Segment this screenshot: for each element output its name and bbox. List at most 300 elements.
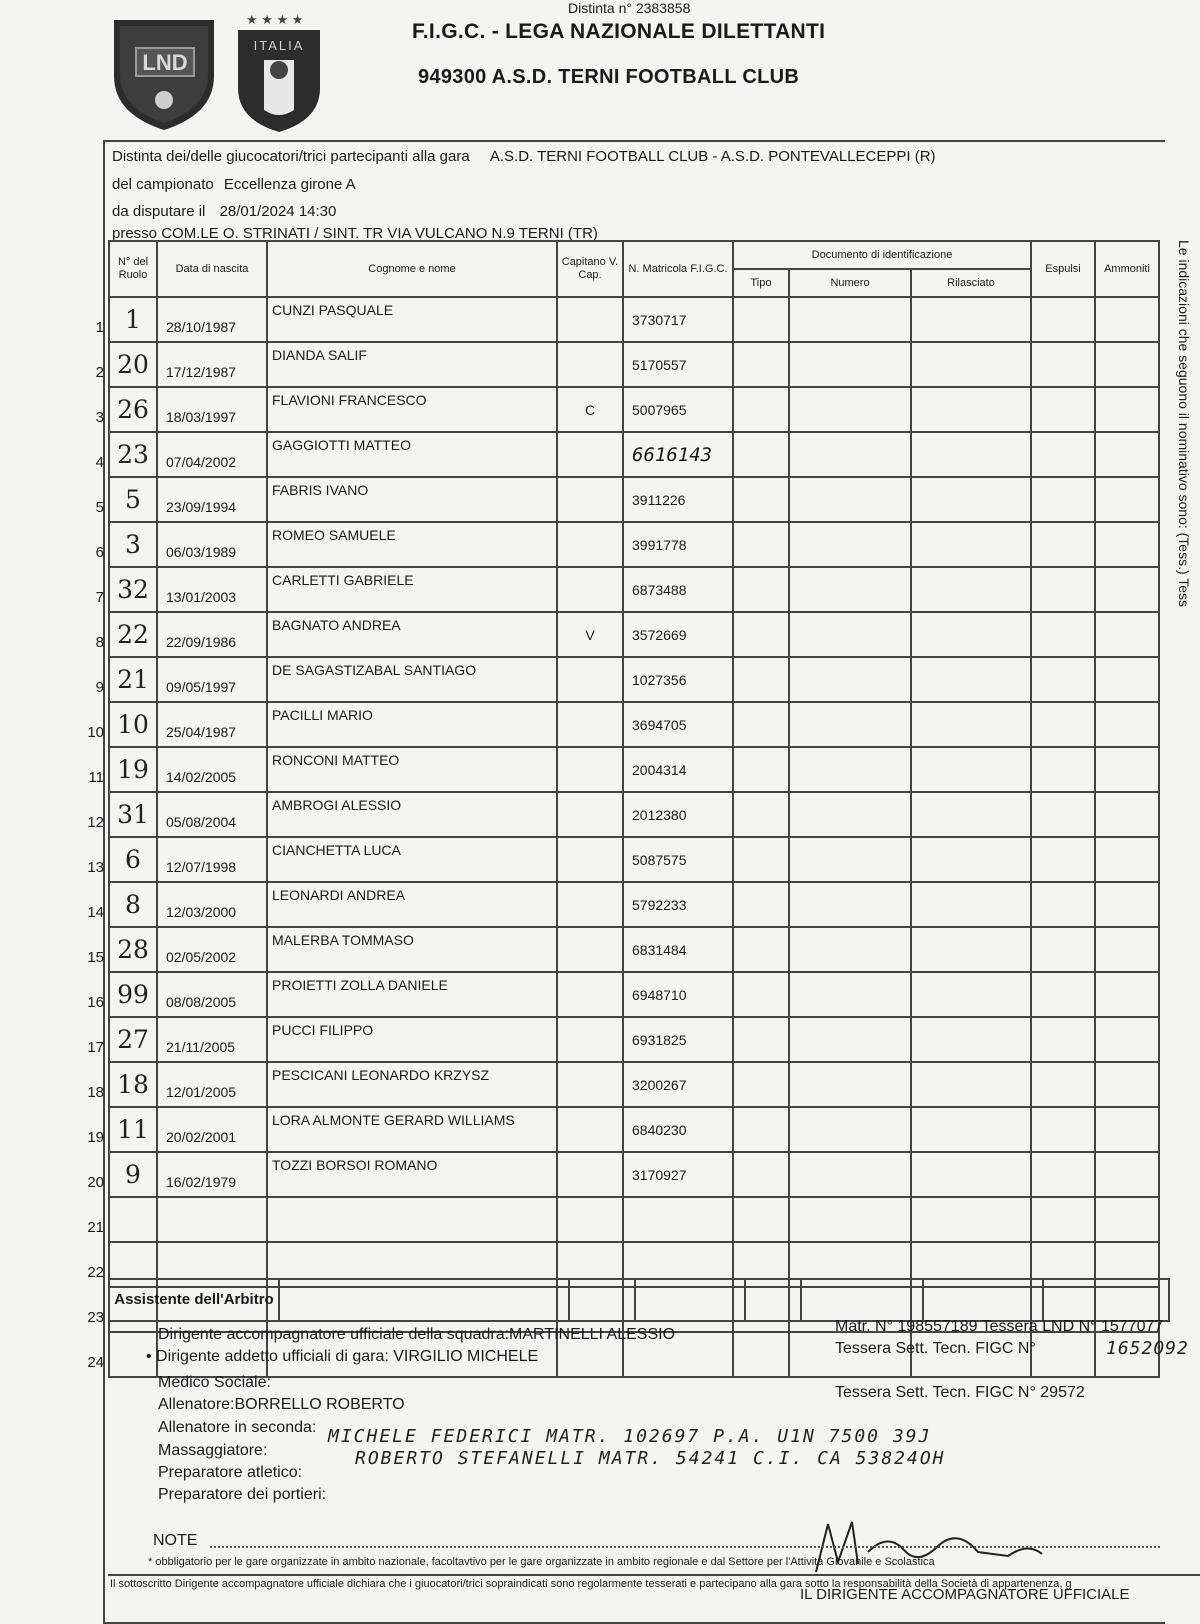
- doc-rilasciato: [911, 522, 1031, 567]
- player-name: PROIETTI ZOLLA DANIELE: [267, 972, 557, 1017]
- birth-date: 21/11/2005: [157, 1017, 267, 1062]
- doc-tipo: [733, 387, 789, 432]
- ammoniti-cell: [1095, 1017, 1159, 1062]
- doc-tipo: [733, 657, 789, 702]
- birth-date: 05/08/2004: [157, 792, 267, 837]
- espulsi-cell: [1031, 297, 1095, 342]
- player-row: [109, 567, 1159, 612]
- doc-rilasciato: [911, 567, 1031, 612]
- player-row: [109, 882, 1159, 927]
- header-documento: Documento di identificazione: [733, 241, 1031, 269]
- championship-value: Eccellenza girone A: [223, 176, 356, 193]
- doc-numero: [789, 297, 911, 342]
- doc-numero: [789, 432, 911, 477]
- player-name: [267, 1197, 557, 1242]
- declaration-text: Il sottoscritto Dirigente accompagnatore ufficiale dichiara che i giuocatori/trici sopraindicati sono regolarmente tesserati e partecipano alla gara sotto la responsabilità della Società di appartenenza, g: [110, 1578, 1072, 1590]
- player-row: [109, 297, 1159, 342]
- player-row: [109, 747, 1159, 792]
- prep-atletico-handwritten: ROBERTO STEFANELLI MATR. 54241 C.I. CA 53824OH: [355, 1448, 946, 1469]
- player-row: [109, 972, 1159, 1017]
- row-number: 12: [87, 814, 104, 831]
- doc-rilasciato: [911, 387, 1031, 432]
- doc-numero: [789, 792, 911, 837]
- staff-allenatore: Allenatore:BORRELLO ROBERTO: [158, 1396, 405, 1413]
- doc-rilasciato: [911, 657, 1031, 702]
- organization-title: F.I.G.C. - LEGA NAZIONALE DILETTANTI: [412, 20, 826, 43]
- ammoniti-cell: [1095, 1152, 1159, 1197]
- espulsi-cell: [1031, 432, 1095, 477]
- espulsi-cell: [1031, 1062, 1095, 1107]
- espulsi-cell: [1031, 1152, 1095, 1197]
- doc-numero: [789, 1152, 911, 1197]
- doc-numero: [789, 567, 911, 612]
- massaggiatore-handwritten: MICHELE FEDERICI MATR. 102697 P.A. U1N 7500 39J: [328, 1426, 932, 1447]
- row-number: 11: [88, 769, 104, 786]
- matricola-number: 5792233: [623, 882, 733, 927]
- header-captain: Capitano V. Cap.: [557, 241, 623, 297]
- ruolo-number: 18: [109, 1062, 157, 1107]
- ammoniti-cell: [1095, 297, 1159, 342]
- doc-numero: [789, 747, 911, 792]
- row-number: 4: [95, 454, 104, 471]
- ammoniti-cell: [1095, 342, 1159, 387]
- captain-mark: [557, 927, 623, 972]
- row-number: 20: [87, 1174, 104, 1191]
- ammoniti-cell: [1095, 972, 1159, 1017]
- ammoniti-cell: [1095, 522, 1159, 567]
- doc-tipo: [733, 612, 789, 657]
- birth-date: 12/03/2000: [157, 882, 267, 927]
- doc-tipo: [733, 882, 789, 927]
- captain-mark: [557, 1197, 623, 1242]
- note-dotted-line: [210, 1546, 1160, 1548]
- birth-date: 14/02/2005: [157, 747, 267, 792]
- doc-rilasciato: [911, 882, 1031, 927]
- player-row: [109, 837, 1159, 882]
- doc-tipo: [733, 747, 789, 792]
- matricola-number: 6948710: [623, 972, 733, 1017]
- staff-prep-atletico: Preparatore atletico:: [158, 1464, 303, 1481]
- player-row: [109, 1197, 1159, 1242]
- row-number: 3: [95, 409, 104, 426]
- header-ammoniti: Ammoniti: [1095, 241, 1159, 297]
- matricola-number: 3200267: [623, 1062, 733, 1107]
- doc-tipo: [733, 342, 789, 387]
- ammoniti-cell: [1095, 1197, 1159, 1242]
- espulsi-cell: [1031, 657, 1095, 702]
- matricola-number: 3170927: [623, 1152, 733, 1197]
- doc-rilasciato: [911, 1152, 1031, 1197]
- player-row: [109, 1107, 1159, 1152]
- staff-medico: Medico Sociale:: [158, 1374, 271, 1391]
- doc-tipo: [733, 432, 789, 477]
- birth-date: 09/05/1997: [157, 657, 267, 702]
- player-row: [109, 522, 1159, 567]
- player-name: LEONARDI ANDREA: [267, 882, 557, 927]
- doc-numero: [789, 387, 911, 432]
- declaration-rule: [108, 1574, 1200, 1576]
- player-name: BAGNATO ANDREA: [267, 612, 557, 657]
- ruolo-number: 19: [109, 747, 157, 792]
- doc-tipo: [733, 1197, 789, 1242]
- player-name: TOZZI BORSOI ROMANO: [267, 1152, 557, 1197]
- match-line-3: [112, 203, 336, 220]
- row-number: 9: [95, 679, 104, 696]
- doc-tipo: [733, 702, 789, 747]
- staff-dirigente: Dirigente accompagnatore ufficiale della squadra:MARTINELLI ALESSIO: [158, 1326, 676, 1343]
- matricola-number: 6831484: [623, 927, 733, 972]
- captain-mark: [557, 477, 623, 522]
- doc-rilasciato: [911, 1197, 1031, 1242]
- ammoniti-cell: [1095, 477, 1159, 522]
- ruolo-number: 31: [109, 792, 157, 837]
- doc-rilasciato: [911, 1107, 1031, 1152]
- espulsi-cell: [1031, 837, 1095, 882]
- espulsi-cell: [1031, 1197, 1095, 1242]
- birth-date: 22/09/1986: [157, 612, 267, 657]
- birth-date: 16/02/1979: [157, 1152, 267, 1197]
- matricola-number: 1027356: [623, 657, 733, 702]
- row-number: 16: [87, 994, 104, 1011]
- row-number: 23: [87, 1309, 104, 1326]
- header-rilasciato: Rilasciato: [911, 269, 1031, 297]
- ammoniti-cell: [1095, 792, 1159, 837]
- captain-mark: [557, 1062, 623, 1107]
- captain-mark: [557, 342, 623, 387]
- doc-numero: [789, 342, 911, 387]
- doc-tipo: [733, 1062, 789, 1107]
- dirigente-tessera: Tessera Sett. Tecn. FIGC N°: [835, 1340, 1036, 1357]
- doc-rilasciato: [911, 837, 1031, 882]
- player-name: CUNZI PASQUALE: [267, 297, 557, 342]
- club-title: 949300 A.S.D. TERNI FOOTBALL CLUB: [418, 66, 800, 88]
- captain-mark: [557, 657, 623, 702]
- birth-date: 02/05/2002: [157, 927, 267, 972]
- espulsi-cell: [1031, 927, 1095, 972]
- player-row: [109, 387, 1159, 432]
- player-row: [109, 1062, 1159, 1107]
- doc-tipo: [733, 1332, 789, 1377]
- doc-numero: [789, 477, 911, 522]
- staff-dirigente-gara: • Dirigente addetto ufficiali di gara: VIRGILIO MICHELE: [146, 1348, 539, 1365]
- ammoniti-cell: [1095, 387, 1159, 432]
- match-line-1: [112, 148, 936, 165]
- player-name: MALERBA TOMMASO: [267, 927, 557, 972]
- ruolo-number: 6: [109, 837, 157, 882]
- doc-numero: [789, 837, 911, 882]
- ammoniti-cell: [1095, 612, 1159, 657]
- player-name: ROMEO SAMUELE: [267, 522, 557, 567]
- ruolo-number: 1: [109, 297, 157, 342]
- staff-prep-portieri: Preparatore dei portieri:: [158, 1486, 327, 1503]
- birth-date: 06/03/1989: [157, 522, 267, 567]
- date-value: 28/01/2024 14:30: [219, 203, 337, 220]
- matricola-number: 5087575: [623, 837, 733, 882]
- doc-numero: [789, 972, 911, 1017]
- matricola-number: 6931825: [623, 1017, 733, 1062]
- doc-tipo: [733, 1017, 789, 1062]
- ammoniti-cell: [1095, 882, 1159, 927]
- espulsi-cell: [1031, 522, 1095, 567]
- espulsi-cell: [1031, 1017, 1095, 1062]
- match-label: Distinta dei/delle giucocatori/trici partecipanti alla gara: [112, 148, 470, 165]
- matricola-number: [623, 1197, 733, 1242]
- espulsi-cell: [1031, 342, 1095, 387]
- ammoniti-cell: [1095, 432, 1159, 477]
- ruolo-number: 11: [109, 1107, 157, 1152]
- player-name: PESCICANI LEONARDO KRZYSZ: [267, 1062, 557, 1107]
- row-number: 7: [95, 589, 104, 606]
- espulsi-cell: [1031, 792, 1095, 837]
- espulsi-cell: [1031, 1107, 1095, 1152]
- birth-date: 23/09/1994: [157, 477, 267, 522]
- matricola-number: 6873488: [623, 567, 733, 612]
- birth-date: 28/10/1987: [157, 297, 267, 342]
- matricola-number: 2012380: [623, 792, 733, 837]
- row-number: 14: [87, 904, 104, 921]
- header-dob: Data di nascita: [157, 241, 267, 297]
- captain-mark: [557, 1017, 623, 1062]
- player-row: [109, 342, 1159, 387]
- doc-numero: [789, 1062, 911, 1107]
- date-label: da disputare il: [112, 203, 206, 220]
- row-number: 10: [87, 724, 104, 741]
- header-matricola: N. Matricola F.I.G.C.: [623, 241, 733, 297]
- match-teams: A.S.D. TERNI FOOTBALL CLUB - A.S.D. PONTEVALLECEPPI (R): [489, 148, 936, 165]
- doc-numero: [789, 1197, 911, 1242]
- doc-rilasciato: [911, 342, 1031, 387]
- row-number: 2: [95, 364, 104, 381]
- espulsi-cell: [1031, 882, 1095, 927]
- matricola-number: 3730717: [623, 297, 733, 342]
- player-name: RONCONI MATTEO: [267, 747, 557, 792]
- doc-rilasciato: [911, 927, 1031, 972]
- captain-mark: C: [557, 387, 623, 432]
- doc-rilasciato: [911, 1062, 1031, 1107]
- header-espulsi: Espulsi: [1031, 241, 1095, 297]
- player-name: PUCCI FILIPPO: [267, 1017, 557, 1062]
- ruolo-number: 22: [109, 612, 157, 657]
- birth-date: 13/01/2003: [157, 567, 267, 612]
- row-number: 21: [87, 1219, 104, 1236]
- svg-text:★ ★ ★ ★: ★ ★ ★ ★: [246, 14, 304, 27]
- ruolo-number: 10: [109, 702, 157, 747]
- matricola-number: 5170557: [623, 342, 733, 387]
- ammoniti-cell: [1095, 837, 1159, 882]
- staff-massaggiatore: Massaggiatore:: [158, 1442, 268, 1459]
- doc-rilasciato: [911, 1017, 1031, 1062]
- espulsi-cell: [1031, 702, 1095, 747]
- captain-mark: [557, 792, 623, 837]
- note-obbligatorio: * obbligatorio per le gare organizzate in ambito nazionale, facoltavtivo per le gare organizzate in ambito regionale e dal Settore per l'Attività Giovanile e Scolastica: [148, 1556, 935, 1568]
- player-row: [109, 432, 1159, 477]
- ruolo-number: 28: [109, 927, 157, 972]
- birth-date: 07/04/2002: [157, 432, 267, 477]
- ammoniti-cell: [1095, 702, 1159, 747]
- player-name: FABRIS IVANO: [267, 477, 557, 522]
- championship-label: del campionato: [112, 176, 214, 193]
- player-row: [109, 792, 1159, 837]
- ammoniti-cell: [1095, 747, 1159, 792]
- matricola-number: 3572669: [623, 612, 733, 657]
- matricola-number: 6840230: [623, 1107, 733, 1152]
- doc-tipo: [733, 522, 789, 567]
- birth-date: [157, 1197, 267, 1242]
- espulsi-cell: [1031, 1332, 1095, 1377]
- captain-mark: [557, 747, 623, 792]
- matricola-number: 6616143: [623, 432, 733, 477]
- matricola-number: 3911226: [623, 477, 733, 522]
- ruolo-number: 9: [109, 1152, 157, 1197]
- doc-rilasciato: [911, 477, 1031, 522]
- doc-rilasciato: [911, 612, 1031, 657]
- row-number: 13: [87, 859, 104, 876]
- doc-rilasciato: [911, 792, 1031, 837]
- row-number: 19: [87, 1129, 104, 1146]
- doc-numero: [789, 927, 911, 972]
- ruolo-number: [109, 1197, 157, 1242]
- row-number: 18: [87, 1084, 104, 1101]
- espulsi-cell: [1031, 612, 1095, 657]
- doc-numero: [789, 657, 911, 702]
- doc-rilasciato: [911, 702, 1031, 747]
- side-note: Le indicazioni che seguono il nominativo sono: (Tess.) Tess: [1176, 240, 1192, 608]
- player-name: PACILLI MARIO: [267, 702, 557, 747]
- staff-allenatore-seconda: Allenatore in seconda:: [158, 1419, 317, 1436]
- doc-numero: [789, 522, 911, 567]
- row-number: 1: [95, 319, 104, 336]
- italia-logo: [234, 14, 324, 132]
- espulsi-cell: [1031, 387, 1095, 432]
- player-name: GAGGIOTTI MATTEO: [267, 432, 557, 477]
- player-row: [109, 702, 1159, 747]
- doc-tipo: [733, 837, 789, 882]
- birth-date: 20/02/2001: [157, 1107, 267, 1152]
- roster-table: [108, 240, 1160, 1378]
- dirigente-matricola: Matr. N° 198557189 Tessera LND N° 1577077: [835, 1318, 1164, 1335]
- match-line-2: [112, 176, 356, 193]
- allenatore-tessera: Tessera Sett. Tecn. FIGC N° 29572: [835, 1384, 1085, 1401]
- ruolo-number: 99: [109, 972, 157, 1017]
- header-name: Cognome e nome: [267, 241, 557, 297]
- italia-logo-text: ITALIA: [253, 38, 305, 53]
- header-numero: Numero: [789, 269, 911, 297]
- birth-date: 12/07/1998: [157, 837, 267, 882]
- espulsi-cell: [1031, 567, 1095, 612]
- row-number: 24: [87, 1354, 104, 1371]
- assistant-label: Assistente dell'Arbitro: [109, 1279, 279, 1321]
- player-row: [109, 612, 1159, 657]
- ammoniti-cell: [1095, 1062, 1159, 1107]
- doc-numero: [789, 612, 911, 657]
- doc-numero: [789, 1107, 911, 1152]
- doc-tipo: [733, 1107, 789, 1152]
- ammoniti-cell: [1095, 927, 1159, 972]
- doc-tipo: [733, 477, 789, 522]
- espulsi-cell: [1031, 972, 1095, 1017]
- lnd-logo: [110, 14, 218, 132]
- doc-tipo: [733, 567, 789, 612]
- ruolo-number: 27: [109, 1017, 157, 1062]
- captain-mark: V: [557, 612, 623, 657]
- ruolo-number: 23: [109, 432, 157, 477]
- birth-date: 25/04/1987: [157, 702, 267, 747]
- row-number: 8: [95, 634, 104, 651]
- doc-rilasciato: [911, 297, 1031, 342]
- captain-mark: [557, 837, 623, 882]
- dirigente-sign-label: IL DIRIGENTE ACCOMPAGNATORE UFFICIALE: [800, 1586, 1130, 1603]
- lnd-logo-text: LND: [142, 50, 188, 75]
- birth-date: 08/08/2005: [157, 972, 267, 1017]
- captain-mark: [557, 522, 623, 567]
- ruolo-number: 5: [109, 477, 157, 522]
- player-name: FLAVIONI FRANCESCO: [267, 387, 557, 432]
- venue-line: presso COM.LE O. STRINATI / SINT. TR VIA VULCANO N.9 TERNI (TR): [112, 225, 598, 242]
- captain-mark: [557, 1107, 623, 1152]
- captain-mark: [557, 567, 623, 612]
- captain-mark: [557, 432, 623, 477]
- header-tipo: Tipo: [733, 269, 789, 297]
- doc-rilasciato: [911, 972, 1031, 1017]
- doc-tipo: [733, 792, 789, 837]
- ruolo-number: 3: [109, 522, 157, 567]
- player-name: LORA ALMONTE GERARD WILLIAMS: [267, 1107, 557, 1152]
- doc-tipo: [733, 297, 789, 342]
- row-number: 5: [95, 499, 104, 516]
- row-number: 22: [87, 1264, 104, 1281]
- row-number: 17: [87, 1039, 104, 1056]
- doc-rilasciato: [911, 747, 1031, 792]
- captain-mark: [557, 1152, 623, 1197]
- player-row: [109, 1017, 1159, 1062]
- espulsi-cell: [1031, 747, 1095, 792]
- doc-numero: [789, 882, 911, 927]
- birth-date: 18/03/1997: [157, 387, 267, 432]
- ammoniti-cell: [1095, 1107, 1159, 1152]
- player-name: CIANCHETTA LUCA: [267, 837, 557, 882]
- birth-date: 12/01/2005: [157, 1062, 267, 1107]
- distinta-number: Distinta n° 2383858: [568, 0, 691, 16]
- captain-mark: [557, 882, 623, 927]
- row-number: 15: [87, 949, 104, 966]
- ammoniti-cell: [1095, 567, 1159, 612]
- matricola-number: 3991778: [623, 522, 733, 567]
- doc-tipo: [733, 972, 789, 1017]
- captain-mark: [557, 297, 623, 342]
- captain-mark: [557, 702, 623, 747]
- row-number: 6: [95, 544, 104, 561]
- player-row: [109, 657, 1159, 702]
- doc-numero: [789, 1017, 911, 1062]
- espulsi-cell: [1031, 477, 1095, 522]
- doc-tipo: [733, 927, 789, 972]
- matricola-number: 5007965: [623, 387, 733, 432]
- matricola-number: 2004314: [623, 747, 733, 792]
- player-name: DIANDA SALIF: [267, 342, 557, 387]
- ammoniti-cell: [1095, 657, 1159, 702]
- ruolo-number: 20: [109, 342, 157, 387]
- matricola-number: 3694705: [623, 702, 733, 747]
- birth-date: 17/12/1987: [157, 342, 267, 387]
- doc-tipo: [733, 1152, 789, 1197]
- ruolo-number: 26: [109, 387, 157, 432]
- doc-rilasciato: [911, 432, 1031, 477]
- player-row: [109, 477, 1159, 522]
- ruolo-number: 32: [109, 567, 157, 612]
- ruolo-number: 8: [109, 882, 157, 927]
- assistant-row: [108, 1278, 1170, 1322]
- player-name: AMBROGI ALESSIO: [267, 792, 557, 837]
